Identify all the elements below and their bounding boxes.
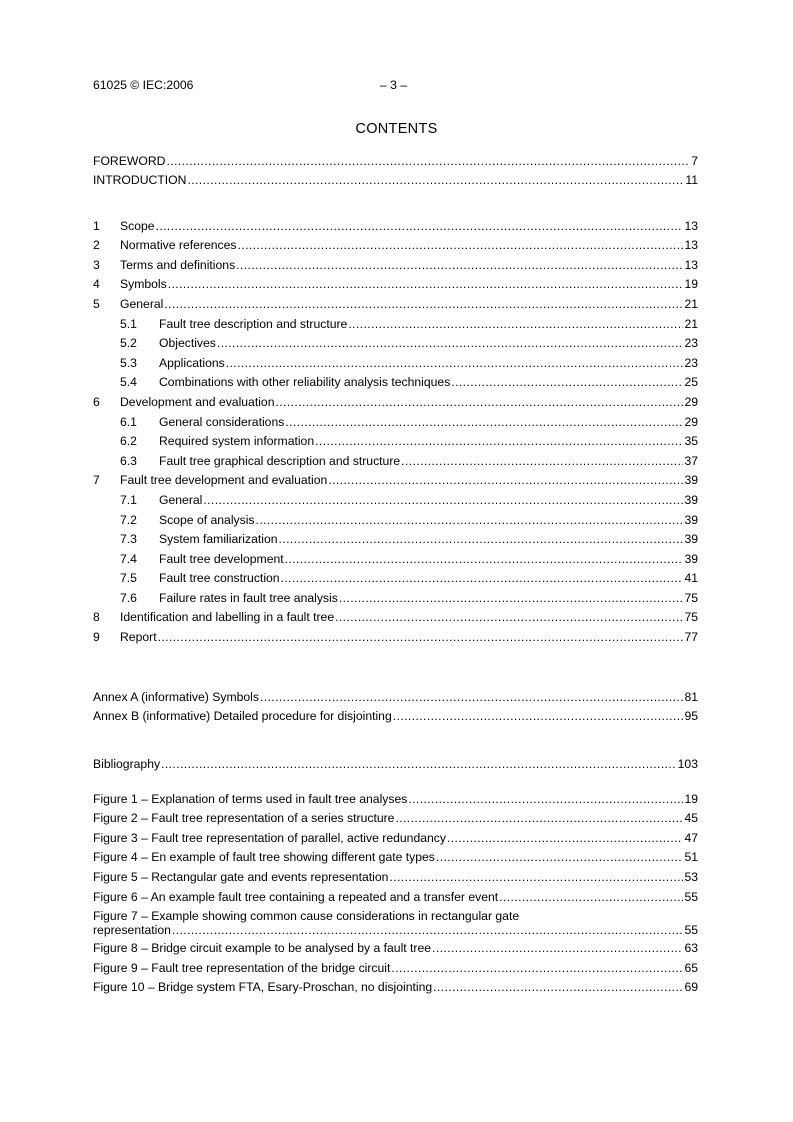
toc-entry-label: Applications <box>159 355 225 370</box>
toc-entry-page: 53 <box>684 869 698 884</box>
toc-entry[interactable] <box>93 685 698 705</box>
dot-leader <box>447 831 683 846</box>
dot-leader <box>168 277 684 292</box>
toc-entry-label: Development and evaluation <box>120 394 275 409</box>
toc-entry-section[interactable] <box>93 351 698 371</box>
toc-entry-page: 77 <box>684 630 698 645</box>
toc-entry-page: 37 <box>684 453 698 468</box>
dot-leader <box>226 356 684 371</box>
toc-entry-section[interactable] <box>93 273 698 293</box>
toc-entry-label: Normative references <box>120 238 237 253</box>
toc-entry-page: 13 <box>684 218 698 233</box>
dot-leader <box>260 690 683 705</box>
toc-entry-label: Figure 1 – Explanation of terms used in fault tree analyses <box>93 791 408 806</box>
toc-entry-label: Figure 6 – An example fault tree containing a repeated and a transfer event <box>93 889 499 904</box>
toc-entry-section[interactable] <box>93 567 698 587</box>
dot-leader <box>408 792 683 807</box>
toc-entry-page: 39 <box>684 492 698 507</box>
toc-entry-page: 63 <box>684 941 698 956</box>
toc-entry-page: 39 <box>684 473 698 488</box>
toc-entry-page: 75 <box>684 610 698 625</box>
toc-entry-figure[interactable] <box>93 956 698 976</box>
section-number: 6.2 <box>120 434 137 449</box>
toc-entry-label: Annex A (informative) Symbols <box>93 689 259 704</box>
section-number: 7.1 <box>120 492 137 507</box>
dot-leader <box>389 870 683 885</box>
toc-entry-label: Terms and definitions <box>120 257 236 272</box>
section-number: 4 <box>93 277 100 292</box>
section-number: 5.3 <box>120 355 137 370</box>
toc-entry-page: 35 <box>684 434 698 449</box>
toc-entry-section[interactable] <box>93 625 698 645</box>
dot-leader <box>166 154 690 169</box>
dot-leader <box>275 395 683 410</box>
toc-entry-section[interactable] <box>93 528 698 548</box>
dot-leader <box>335 610 683 625</box>
dot-leader <box>164 297 683 312</box>
dot-leader <box>285 415 683 430</box>
toc-entry-label: Report <box>120 630 157 645</box>
toc-entry[interactable] <box>93 752 698 772</box>
toc-entry-page: 39 <box>684 532 698 547</box>
toc-entry-label: Symbols <box>120 277 167 292</box>
dot-leader <box>156 219 684 234</box>
toc-sections <box>93 214 698 645</box>
toc-entry-section[interactable] <box>93 606 698 626</box>
toc-entry-page: 47 <box>684 830 698 845</box>
toc-entry-label: Failure rates in fault tree analysis <box>159 590 338 605</box>
dot-leader <box>328 473 683 488</box>
toc-entry-label: Figure 5 – Rectangular gate and events representation <box>93 869 389 884</box>
toc-entry-page: 13 <box>684 257 698 272</box>
page-title: CONTENTS <box>355 121 438 137</box>
toc-entry-figure[interactable] <box>93 826 698 846</box>
toc-entry-page: 95 <box>684 709 698 724</box>
toc-entry-label: Combinations with other reliability analysis techniques <box>159 375 451 390</box>
toc-entry-figure[interactable] <box>93 787 698 807</box>
toc-entry-page: 39 <box>684 512 698 527</box>
toc-entry-page: 7 <box>691 153 698 168</box>
toc-entry[interactable] <box>93 149 698 169</box>
toc-entry-page: 55 <box>684 889 698 904</box>
toc-entry-page: 29 <box>684 414 698 429</box>
toc-entry-label: Figure 3 – Fault tree representation of parallel, active redundancy <box>93 830 446 845</box>
toc-entry-page: 41 <box>684 571 698 586</box>
toc-entry-label-continued: representation <box>93 922 171 937</box>
toc-entry-page: 23 <box>684 336 698 351</box>
toc-entry-page: 75 <box>684 590 698 605</box>
toc-front-matter <box>93 149 698 188</box>
section-number: 7.6 <box>120 590 137 605</box>
toc-entry-label: Annex B (informative) Detailed procedure for disjointing <box>93 709 392 724</box>
dot-leader <box>217 336 684 351</box>
toc-entry-label: Objectives <box>159 336 216 351</box>
section-number: 6.3 <box>120 453 137 468</box>
toc-entry-section[interactable] <box>93 508 698 528</box>
toc-entry-page: 23 <box>684 355 698 370</box>
dot-leader <box>391 961 683 976</box>
toc-annexes <box>93 685 698 724</box>
toc-entry-label: Required system information <box>159 434 315 449</box>
section-number: 5.1 <box>120 316 137 331</box>
toc-entry-label: Scope of analysis <box>159 512 255 527</box>
toc-entry-section[interactable] <box>93 234 698 254</box>
dot-leader <box>348 317 683 332</box>
dot-leader <box>158 630 684 645</box>
dot-leader <box>393 709 684 724</box>
section-number: 1 <box>93 218 100 233</box>
dot-leader <box>281 571 684 586</box>
toc-entry-label: Figure 2 – Fault tree representation of a series structure <box>93 811 395 826</box>
toc-entry-page: 19 <box>684 277 698 292</box>
toc-entry-label: Bibliography <box>93 756 161 771</box>
toc-entry-page: 19 <box>684 791 698 806</box>
toc-entry-label: Figure 10 – Bridge system FTA, Esary-Proschan, no disjointing <box>93 980 433 995</box>
toc-entry-page: 11 <box>685 173 698 188</box>
toc-entry-figure[interactable] <box>93 885 698 905</box>
dot-leader <box>315 434 683 449</box>
dot-leader <box>436 850 684 865</box>
toc-bibliography <box>93 752 698 772</box>
toc-entry-page: 81 <box>684 689 698 704</box>
section-number: 6.1 <box>120 414 137 429</box>
toc-entry-label: Figure 8 – Bridge circuit example to be analysed by a fault tree <box>93 941 432 956</box>
dot-leader <box>339 591 684 606</box>
toc-entry-label: Figure 4 – En example of fault tree showing different gate types <box>93 850 435 865</box>
toc-entry-label: Fault tree construction <box>159 571 280 586</box>
toc-entry-section[interactable] <box>93 390 698 410</box>
toc-entry-page: 45 <box>684 811 698 826</box>
section-number: 7.4 <box>120 551 137 566</box>
toc-entry-figure[interactable] <box>93 937 698 957</box>
dot-leader <box>395 811 683 826</box>
header-page-number: – 3 – <box>380 78 408 92</box>
header-document-id: 61025 © IEC:2006 <box>93 78 194 92</box>
toc-entry-label: Figure 7 – Example showing common cause considerations in rectangular gate <box>93 908 520 923</box>
toc-entry-section[interactable] <box>93 214 698 234</box>
toc-entry-page: 51 <box>684 850 698 865</box>
toc-entry-label: Fault tree description and structure <box>159 316 348 331</box>
dot-leader <box>161 757 677 772</box>
toc-entry-figure[interactable] <box>93 846 698 866</box>
section-number: 7.2 <box>120 512 137 527</box>
toc-entry-page: 55 <box>684 922 698 937</box>
dot-leader <box>238 238 684 253</box>
toc-entry-page: 21 <box>684 316 698 331</box>
section-number: 2 <box>93 238 100 253</box>
toc-entry-section[interactable] <box>93 292 698 312</box>
toc-figures <box>93 787 698 995</box>
dot-leader <box>401 454 683 469</box>
toc-entry-page: 25 <box>684 375 698 390</box>
toc-entry-page: 103 <box>677 756 698 771</box>
toc-entry-section[interactable] <box>93 586 698 606</box>
toc-entry-section[interactable] <box>93 469 698 489</box>
dot-leader <box>187 173 684 188</box>
toc-entry-section[interactable] <box>93 312 698 332</box>
section-number: 5 <box>93 296 100 311</box>
toc-entry-label: System familiarization <box>159 532 278 547</box>
toc-entry-section[interactable] <box>93 430 698 450</box>
section-number: 3 <box>93 257 100 272</box>
section-number: 7.3 <box>120 532 137 547</box>
dot-leader <box>433 980 683 995</box>
dot-leader <box>256 513 684 528</box>
dot-leader <box>499 890 683 905</box>
toc-entry-page: 39 <box>684 551 698 566</box>
toc-entry-label: Figure 9 – Fault tree representation of the bridge circuit <box>93 960 391 975</box>
section-number: 7.5 <box>120 571 137 586</box>
toc-entry-page: 65 <box>684 960 698 975</box>
section-number: 6 <box>93 394 100 409</box>
toc-entry-figure[interactable] <box>93 976 698 996</box>
toc-entry-section[interactable] <box>93 332 698 352</box>
toc-entry-page: 21 <box>684 296 698 311</box>
toc-entry[interactable] <box>93 705 698 725</box>
dot-leader <box>285 552 684 567</box>
toc-entry-page: 13 <box>684 238 698 253</box>
toc-entry-section[interactable] <box>93 371 698 391</box>
toc-entry-label: Fault tree development <box>159 551 284 566</box>
toc-entry-figure[interactable] <box>93 865 698 885</box>
dot-leader <box>203 493 683 508</box>
section-number: 8 <box>93 610 100 625</box>
section-number: 9 <box>93 630 100 645</box>
toc-entry[interactable] <box>93 169 698 189</box>
dot-leader <box>236 258 683 273</box>
toc-entry-section[interactable] <box>93 449 698 469</box>
toc-entry-section[interactable] <box>93 253 698 273</box>
toc-entry-label: Fault tree graphical description and structure <box>159 453 401 468</box>
dot-leader <box>279 532 684 547</box>
dot-leader <box>172 923 684 937</box>
toc-entry-section[interactable] <box>93 410 698 430</box>
toc-entry-page: 69 <box>684 980 698 995</box>
toc-entry-label: General <box>120 296 164 311</box>
dot-leader <box>432 941 683 956</box>
toc-entry-section[interactable] <box>93 547 698 567</box>
toc-entry-label: Fault tree development and evaluation <box>120 473 328 488</box>
toc-entry-label: General <box>159 492 203 507</box>
toc-entry-label: INTRODUCTION <box>93 173 187 188</box>
toc-entry-figure[interactable] <box>93 807 698 827</box>
section-number: 7 <box>93 473 100 488</box>
dot-leader <box>451 375 683 390</box>
toc-entry-continuation <box>93 923 698 937</box>
toc-entry-section[interactable] <box>93 488 698 508</box>
toc-entry-label: FOREWORD <box>93 153 166 168</box>
toc-entry-label: Identification and labelling in a fault tree <box>120 610 335 625</box>
section-number: 5.2 <box>120 336 137 351</box>
section-number: 5.4 <box>120 375 137 390</box>
toc-entry-label: Scope <box>120 218 155 233</box>
toc-entry-label: General considerations <box>159 414 285 429</box>
toc-entry-figure[interactable] <box>93 905 698 937</box>
toc-entry-page: 29 <box>684 394 698 409</box>
